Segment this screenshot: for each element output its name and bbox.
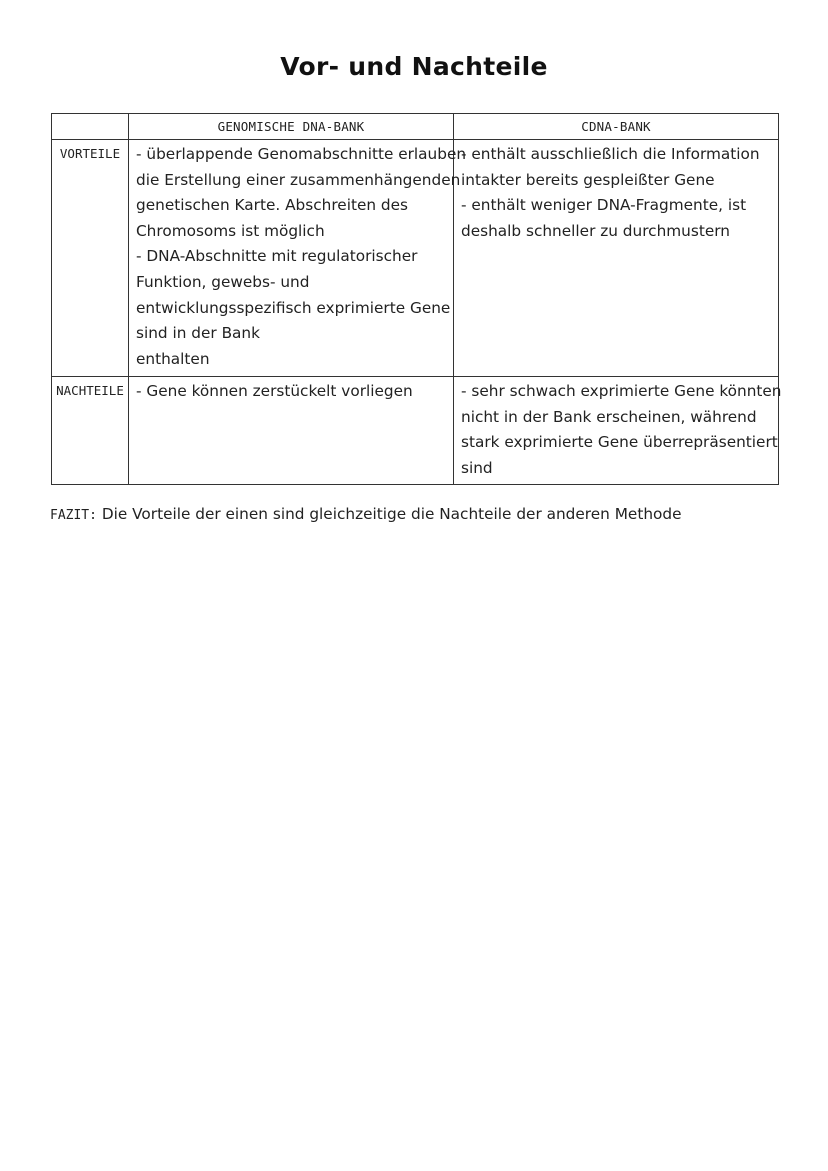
text-line: deshalb schneller zu durchmustern — [461, 221, 730, 240]
table-row-advantages — [52, 140, 779, 377]
text-line: - sehr schwach exprimierte Gene könnten — [461, 382, 782, 400]
text-line: - DNA-Abschnitte mit regulatorischer — [136, 247, 418, 266]
conclusion-text: Die Vorteile der einen sind gleichzeitige die Nachteile der anderen Methode — [101, 505, 682, 523]
text-line: genetischen Karte. Abschreiten des — [136, 196, 408, 215]
text-line: enthalten — [136, 349, 210, 368]
row-label-disadvantages: NACHTEILE — [52, 377, 129, 485]
text-line: - Gene können zerstückelt vorliegen — [136, 382, 413, 400]
comparison-table — [51, 113, 782, 485]
page-title: Vor- und Nachteile — [280, 52, 548, 81]
header-cdna-bank: CDNA-BANK — [454, 114, 779, 140]
header-genomic-dna-bank: GENOMISCHE DNA-BANK — [129, 114, 454, 140]
text-line: sind — [461, 458, 493, 477]
text-line: Funktion, gewebs- und — [136, 272, 310, 291]
text-line: stark exprimierte Gene überrepräsentiert — [461, 433, 778, 452]
cell-advantages-cdna — [454, 140, 779, 377]
cell-disadvantages-cdna — [454, 377, 782, 485]
table-header-row — [52, 114, 779, 140]
text-line: intakter bereits gespleißter Gene — [461, 170, 715, 189]
cell-disadvantages-genomic — [129, 377, 454, 485]
cell-advantages-genomic — [129, 140, 467, 377]
row-label-advantages: VORTEILE — [52, 140, 129, 377]
table-row-disadvantages — [52, 377, 779, 485]
header-empty-cell — [52, 114, 129, 140]
text-line: - überlappende Genomabschnitte erlauben — [136, 145, 467, 163]
text-line: entwicklungsspezifisch exprimierte Gene — [136, 298, 451, 317]
text-line: Chromosoms ist möglich — [136, 221, 325, 240]
text-line: die Erstellung einer zusammenhängenden — [136, 170, 461, 189]
text-line: sind in der Bank — [136, 324, 260, 343]
text-line: - enthält weniger DNA-Fragmente, ist — [461, 196, 747, 215]
conclusion — [50, 503, 682, 527]
text-line: - enthält ausschließlich die Information — [461, 145, 760, 163]
text-line: nicht in der Bank erscheinen, während — [461, 407, 757, 426]
conclusion-label: FAZIT: — [50, 508, 97, 523]
